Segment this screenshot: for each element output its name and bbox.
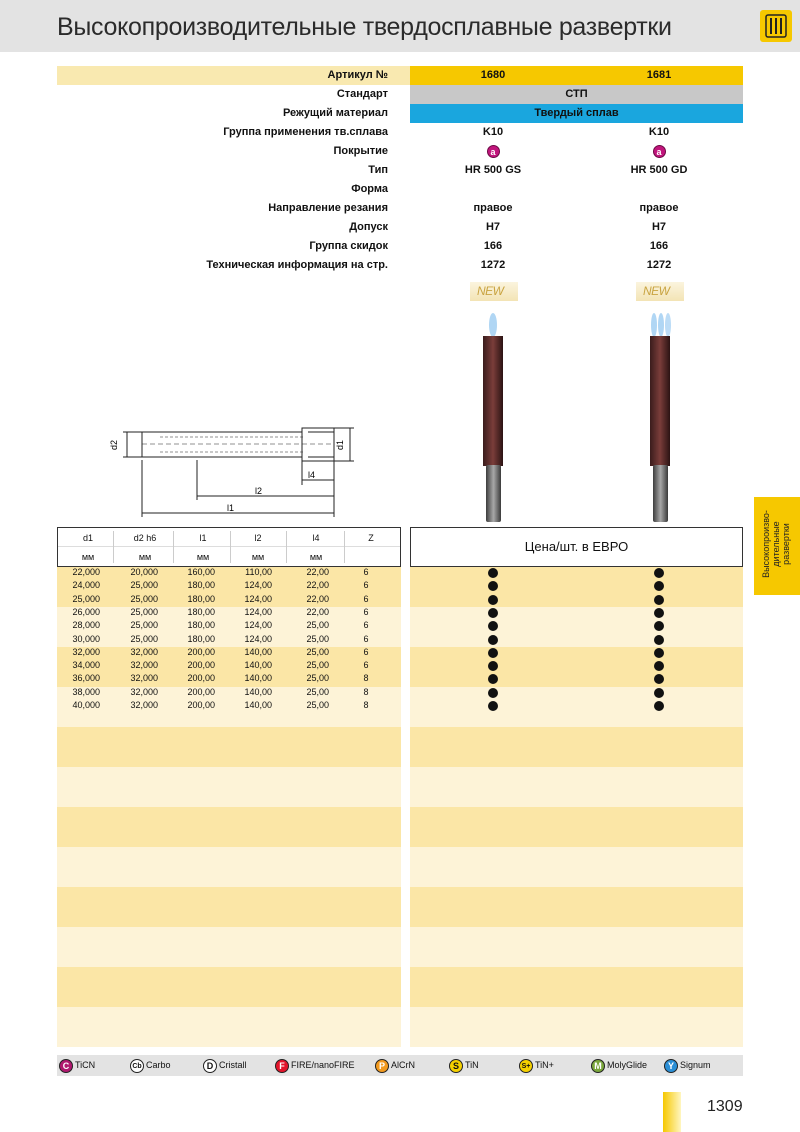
reamer-1680-image [460,300,530,530]
table-cell: 8 [363,686,369,697]
table-stripe [57,927,401,967]
table-stripe [410,1007,743,1047]
spec-value: 166 [649,240,669,252]
dimension-table-header [57,527,401,567]
diagram-label-l2: l2 [255,486,263,496]
table-cell: 6 [363,580,369,591]
table-cell: 6 [363,620,369,631]
unit-label: мм [81,552,95,562]
unit-label: мм [196,552,210,562]
availability-dot-1680[interactable] [488,568,498,578]
table-row[interactable] [0,699,800,712]
availability-dot-1681[interactable] [654,661,664,671]
spec-row-direction [57,199,743,218]
table-stripe [57,847,401,887]
spec-row-material [57,104,743,123]
table-cell: 6 [363,633,369,644]
table-cell: 22,00 [306,580,329,591]
table-cell: 30,000 [72,633,100,644]
table-cell: 6 [363,606,369,617]
table-cell: 200,00 [187,646,215,657]
table-cell: 200,00 [187,660,215,671]
diagram-label-d1: d1 [335,439,345,450]
col-header-l1: l1 [199,533,207,543]
table-cell: 160,00 [187,567,215,577]
availability-dot-1681[interactable] [654,621,664,631]
spec-value [576,180,742,199]
table-cell: 25,000 [130,620,158,631]
spec-label: Покрытие [333,145,388,157]
availability-dot-1680[interactable] [488,635,498,645]
availability-dot-1680[interactable] [488,648,498,658]
table-cell: 6 [363,646,369,657]
table-cell: 25,000 [72,593,100,604]
table-cell: 25,000 [130,606,158,617]
section-side-tab[interactable] [754,497,800,595]
spec-label: Допуск [349,221,388,233]
col-header-z: Z [368,533,374,543]
table-cell: 124,00 [244,606,272,617]
table-stripe [410,927,743,967]
table-cell: 6 [363,593,369,604]
table-cell: 25,00 [306,686,329,697]
table-cell: 8 [363,700,369,710]
table-cell: 6 [363,660,369,671]
coating-legend [57,1055,743,1076]
table-row[interactable] [0,619,800,632]
table-cell: 25,00 [306,646,329,657]
table-row[interactable] [0,593,800,606]
new-badge: NEW [477,284,504,298]
table-cell: 140,00 [244,686,272,697]
table-cell: 32,000 [72,646,100,657]
table-row[interactable] [0,659,800,672]
table-cell: 28,000 [72,620,100,631]
table-cell: 180,00 [187,633,215,644]
page-number: 1309 [707,1098,743,1115]
page-number-bar [663,1092,681,1132]
col-header-d1: d1 [82,533,93,543]
spec-row-discount [57,237,743,256]
spec-value: 166 [483,240,503,252]
table-cell: 25,000 [130,633,158,644]
spec-label: Тип [368,164,388,176]
table-cell: 124,00 [244,580,272,591]
availability-dot-1680[interactable] [488,701,498,711]
table-cell: 180,00 [187,620,215,631]
table-cell: 180,00 [187,606,215,617]
legend-item [203,1058,247,1073]
table-row[interactable] [0,633,800,646]
table-cell: 22,00 [306,606,329,617]
spec-label: Направление резания [268,202,388,214]
table-row[interactable] [0,566,800,579]
article-1680[interactable]: 1680 [480,69,506,81]
spec-row-article [57,66,743,85]
table-cell: 110,00 [245,567,272,577]
page-title: Высокопроизводительные твердосплавные развертки [57,13,672,41]
table-cell: 180,00 [187,593,215,604]
spec-value: K10 [648,126,670,138]
table-stripe [410,887,743,927]
table-cell: 22,000 [72,567,100,577]
spec-row-tolerance [57,218,743,237]
table-cell: 32,000 [130,686,158,697]
spec-label: Техническая информация на стр. [206,259,388,271]
availability-dot-1680[interactable] [488,661,498,671]
table-stripe [410,967,743,1007]
coating-molyglide-icon: M [591,1059,605,1073]
availability-dot-1680[interactable] [488,608,498,618]
table-row[interactable] [0,672,800,685]
page-link[interactable]: 1272 [646,259,672,271]
page-link[interactable]: 1272 [480,259,506,271]
table-cell: 36,000 [72,673,100,684]
table-cell: 24,000 [72,580,100,591]
coating-signum-icon: Y [664,1059,678,1073]
availability-dot-1681[interactable] [654,581,664,591]
table-stripe [410,847,743,887]
coating-badge-icon: a [653,145,666,158]
coating-badge-icon: a [487,145,500,158]
price-table-header [410,527,743,567]
table-row[interactable] [0,579,800,592]
table-cell: 32,000 [130,646,158,657]
table-cell: 32,000 [130,673,158,684]
spec-value: H7 [651,221,667,233]
table-cell: 25,00 [306,700,329,710]
diagram-label-d2: d2 [109,439,119,450]
availability-dot-1681[interactable] [654,674,664,684]
unit-label: мм [309,552,323,562]
table-cell: 140,00 [244,673,272,684]
legend-item [59,1058,95,1073]
table-cell: 25,000 [130,593,158,604]
reamer-logo-icon [760,10,792,42]
table-cell: 22,00 [306,593,329,604]
availability-dot-1681[interactable] [654,688,664,698]
availability-dot-1681[interactable] [654,568,664,578]
legend-item [130,1058,171,1073]
table-cell: 26,000 [72,606,100,617]
availability-dot-1680[interactable] [488,688,498,698]
table-cell: 140,00 [244,700,272,710]
availability-dot-1680[interactable] [488,674,498,684]
diagram-label-l4: l4 [308,470,316,480]
availability-dot-1681[interactable] [654,701,664,711]
table-cell: 25,00 [306,673,329,684]
table-cell: 200,00 [187,686,215,697]
table-cell: 22,00 [306,567,329,577]
table-cell: 25,00 [306,633,329,644]
spec-label: Режущий материал [282,107,388,119]
table-cell: 34,000 [72,660,100,671]
table-row[interactable] [0,606,800,619]
coating-carbo-icon: Cb [130,1059,144,1073]
legend-label: TiCN [75,1060,96,1070]
unit-label: мм [138,552,152,562]
legend-item [664,1058,711,1073]
legend-item [519,1058,554,1073]
page-header [0,0,800,52]
table-cell: 140,00 [244,646,272,657]
table-cell: 38,000 [72,686,100,697]
spec-row-type [57,161,743,180]
col-header-l2: l2 [254,533,262,543]
table-stripe [57,967,401,1007]
spec-row-group [57,123,743,142]
spec-value: СТП [565,88,588,100]
table-cell: 20,000 [130,567,158,577]
coating-alcrn-icon: P [375,1059,389,1073]
table-stripe [57,887,401,927]
table-cell: 200,00 [187,700,215,710]
table-cell: 124,00 [244,633,272,644]
legend-label: AlCrN [391,1060,415,1070]
availability-dot-1681[interactable] [654,635,664,645]
spec-value: Твердый сплав [534,107,619,119]
legend-item [375,1058,415,1073]
spec-value: H7 [485,221,501,233]
table-cell: 180,00 [187,580,215,591]
diagram-label-l1: l1 [227,503,235,513]
availability-dot-1681[interactable] [654,608,664,618]
new-badge: NEW [643,284,670,298]
table-cell: 124,00 [244,593,272,604]
legend-item [275,1058,355,1073]
spec-label: Артикул № [327,69,388,81]
legend-label: TiN [465,1060,479,1070]
availability-dot-1681[interactable] [654,595,664,605]
spec-label: Группа применения тв.сплава [223,126,388,138]
table-row[interactable] [0,686,800,699]
coating-fire-nanofire-icon: F [275,1059,289,1073]
table-stripe [57,727,401,767]
table-stripe [57,767,401,807]
table-cell: 32,000 [130,700,158,710]
legend-label: MolyGlide [607,1060,648,1070]
table-cell: 32,000 [130,660,158,671]
spec-row-techinfo [57,256,743,275]
table-stripe [410,727,743,767]
spec-label: Форма [351,183,388,195]
legend-label: TiN+ [535,1060,554,1070]
legend-label: Cristall [219,1060,247,1070]
spec-value: HR 500 GD [630,164,688,176]
table-stripe [410,807,743,847]
side-tab-label: Высокопроизво-дительные развертки [761,510,791,578]
spec-value: правое [639,202,679,214]
reamer-1681-image [626,300,696,530]
table-stripe [410,767,743,807]
reamer-dimension-diagram [105,410,365,520]
spec-row-form [57,180,743,199]
article-1681[interactable]: 1681 [646,69,672,81]
legend-item [449,1058,479,1073]
availability-dot-1680[interactable] [488,621,498,631]
table-cell: 8 [363,673,369,684]
legend-label: FIRE/nanoFIRE [291,1060,355,1070]
spec-row-standard [57,85,743,104]
table-cell: 6 [363,567,369,577]
table-stripe [57,1007,401,1047]
legend-label: Signum [680,1060,711,1070]
coating-tin-icon: S [449,1059,463,1073]
legend-label: Carbo [146,1060,171,1070]
table-cell: 25,00 [306,620,329,631]
table-cell: 200,00 [187,673,215,684]
table-cell: 140,00 [244,660,272,671]
spec-label: Стандарт [336,88,388,100]
spec-label: Группа скидок [309,240,388,252]
availability-dot-1680[interactable] [488,595,498,605]
table-cell: 25,00 [306,660,329,671]
coating-tin--icon: S+ [519,1059,533,1073]
availability-dot-1680[interactable] [488,581,498,591]
spec-value [410,180,576,199]
legend-item [591,1058,647,1073]
spec-value: правое [473,202,513,214]
table-cell: 25,000 [130,580,158,591]
spec-row-coating [57,142,743,161]
col-header-d2: d2 h6 [133,533,157,543]
table-cell: 40,000 [72,700,100,710]
col-header-l4: l4 [312,533,320,543]
price-header-label: Цена/шт. в ЕВРО [524,539,629,554]
spec-value: K10 [482,126,504,138]
unit-label: мм [251,552,265,562]
table-stripe [57,807,401,847]
coating-cristall-icon: D [203,1059,217,1073]
coating-ticn-icon: C [59,1059,73,1073]
table-cell: 124,00 [244,620,272,631]
table-row[interactable] [0,646,800,659]
spec-value: HR 500 GS [464,164,522,176]
availability-dot-1681[interactable] [654,648,664,658]
